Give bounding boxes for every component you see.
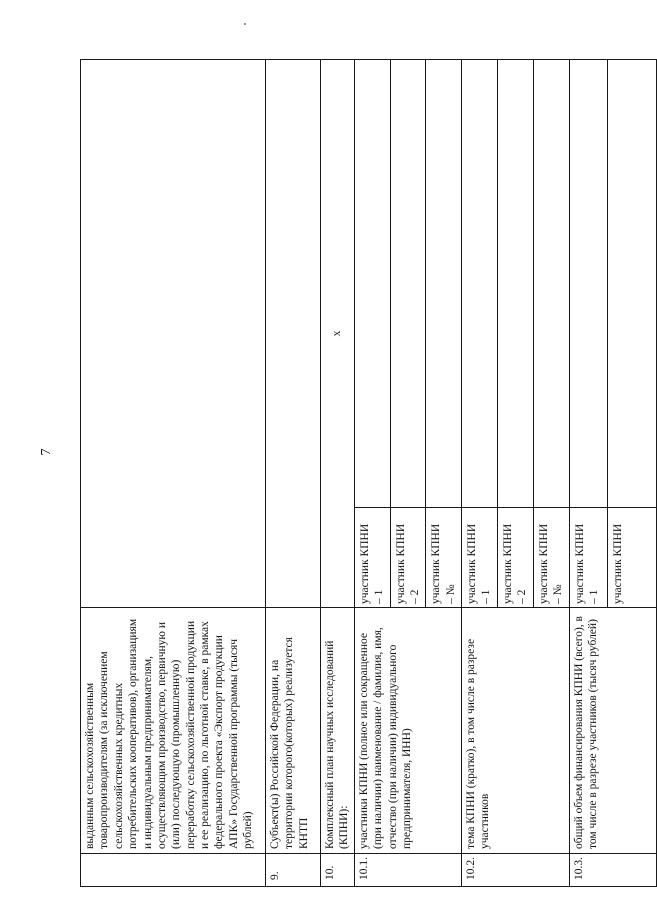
page-number: 7 [39,448,54,456]
kntp-table [80,59,657,887]
participant-value [462,60,498,508]
row-number: 10.3. [569,854,656,887]
row-value [266,60,321,608]
table-row [354,60,390,887]
scan-speck [244,23,246,25]
row-label: Комплексный план научных исследований (КПНИ): [321,608,355,854]
row-number: 9. [266,854,321,887]
table-row [266,60,321,887]
participant-value [426,60,462,508]
participant-label: участник КПНИ – 1 [462,508,498,608]
table-row [321,60,355,887]
row-mark: х [321,60,355,608]
participant-value [607,60,656,508]
row-number: 10.2. [462,854,570,887]
participant-value [533,60,569,508]
row-value [81,60,266,608]
participant-label: участник КПНИ [607,508,656,608]
participant-label: участник КПНИ – 1 [354,508,390,608]
row-label: тема КПНИ (кратко), в том числе в разрезе участников [462,608,570,854]
table-row [81,60,266,887]
row-label: участники КПНИ (полное или сокращенное (при наличии) наименование / фамилия, имя, отчество (при наличии) индивидуального предпринимателя, ИНН) [354,608,461,854]
rotated-table-frame [80,60,622,887]
table-row [462,60,498,887]
row-number [81,854,266,887]
row-label: Субъект(ы) Российской Федерации, на территории которого(которых) реализуется КНТП [266,608,321,854]
participant-label: участник КПНИ – 2 [390,508,426,608]
participant-label: участник КПНИ – № [426,508,462,608]
row-number: 10.1. [354,854,461,887]
table-row [569,60,607,887]
row-label: выданным сельскохозяйственным товаропроизводителям (за исключением сельскохозяйственных кредитных потребительских кооперативов), организациям и индивидуальным предпринимателям, осуществляющим производство, первичную и (или) последующую (промышленную) переработку сельскохозяйственной продукции и ее реализацию, по льготной ставке, в рамках федерального проекта «Экспорт продукции АПК» Государственной программы (тысяч рублей) [81,608,266,854]
participant-value [354,60,390,508]
row-label: общий объем финансирования КПНИ (всего), в том числе в разрезе участников (тысяч рублей) [569,608,656,854]
participant-value [390,60,426,508]
participant-value [569,60,607,508]
participant-value [497,60,533,508]
participant-label: участник КПНИ – 1 [569,508,607,608]
row-number: 10. [321,854,355,887]
rotated-table [80,60,622,887]
participant-label: участник КПНИ – № [533,508,569,608]
participant-label: участник КПНИ – 2 [497,508,533,608]
